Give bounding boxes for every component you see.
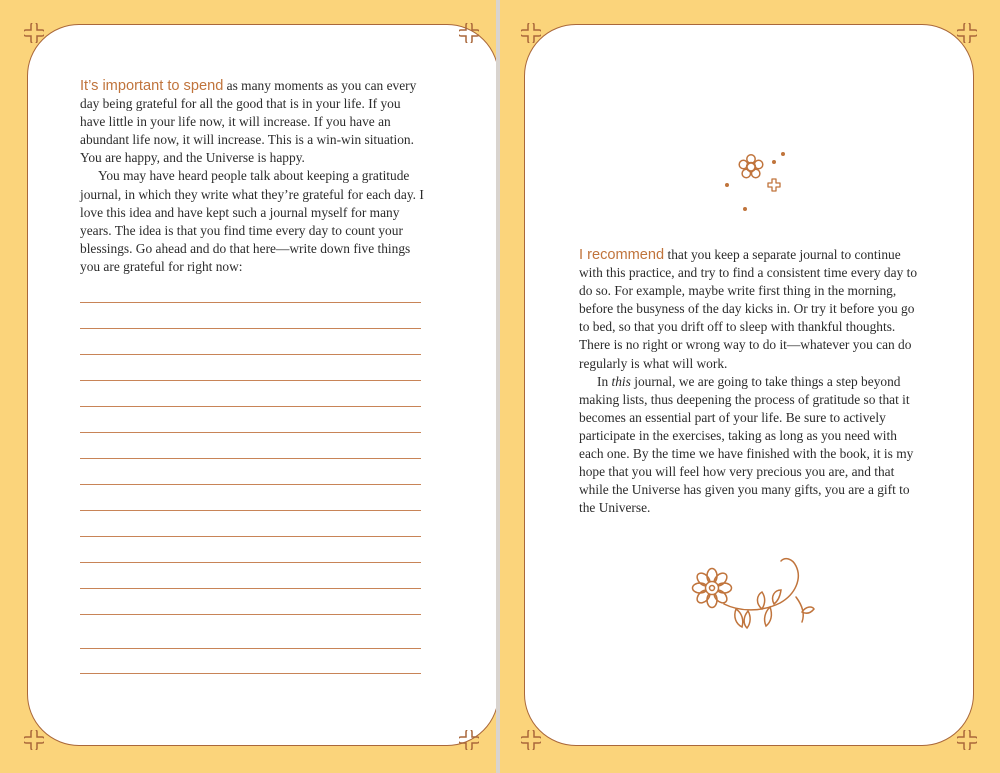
writing-line[interactable] (80, 484, 421, 485)
corner-cross-icon (24, 730, 44, 750)
left-body-text (80, 77, 425, 276)
right-lead-phrase: I recommend (579, 247, 665, 263)
writing-line[interactable] (80, 588, 421, 589)
writing-line[interactable] (80, 406, 421, 407)
corner-cross-icon (957, 23, 977, 43)
right-paragraph-1-text: that you keep a separate journal to continue with this practice, and try to find a consistent time every day to do so. For example, maybe write first thing in the morning, before the busyness of the day kicks in. Or try it before you go to bed, so that you drift off to sleep with thankful thoughts. There is no right or wrong way to do it—whatever you can do regularly is what will work. (579, 247, 918, 371)
flower-dots-icon (720, 148, 792, 216)
left-paragraph-1-text: as many moments as you can every day being grateful for all the good that is in your life. If you have little in your life now, it will increase. If you have an abundant life now, it will increase. This is a win-win situation. You are happy, and the Universe is happy. (80, 78, 417, 166)
left-paragraph-2: You may have heard people talk about keeping a gratitude journal, in which they write what they’re grateful for each day. I love this idea and have kept such a journal myself for many years. The idea is that you find time every day to count your blessings. Go ahead and do that here—write down five things you are grateful for right now: (80, 168, 424, 274)
flower-vine-icon (685, 550, 815, 635)
corner-cross-icon (459, 23, 479, 43)
writing-line[interactable] (80, 536, 421, 537)
right-paragraph-2-emphasis: this (611, 373, 631, 389)
left-lead-phrase: It’s important to spend (80, 78, 224, 94)
corner-cross-icon (459, 730, 479, 750)
writing-line[interactable] (80, 562, 421, 563)
left-paragraph-1 (80, 77, 425, 167)
writing-line[interactable] (80, 328, 421, 329)
writing-line[interactable] (80, 458, 421, 459)
writing-line[interactable] (80, 614, 421, 615)
corner-cross-icon (24, 23, 44, 43)
corner-cross-icon (521, 23, 541, 43)
right-paragraph-2-text: journal, we are going to take things a step beyond making lists, thus deepening the process of gratitude so that it becomes an essential part of your life. Be sure to actively participate in the exercises, taking as long as you need with each one. By the time we have finished with the book, it is my hope that you will feel how very precious you are, and that while the Universe has given you many gifts, you are a gift to the Universe. (579, 373, 914, 516)
writing-line[interactable] (80, 432, 421, 433)
writing-line[interactable] (80, 648, 421, 649)
right-body-text (579, 246, 924, 517)
writing-line[interactable] (80, 354, 421, 355)
corner-cross-icon (957, 730, 977, 750)
writing-line[interactable] (80, 380, 421, 381)
writing-line[interactable] (80, 302, 421, 303)
writing-line[interactable] (80, 673, 421, 674)
right-paragraph-2 (579, 373, 924, 518)
corner-cross-icon (521, 730, 541, 750)
right-page (500, 0, 1000, 773)
writing-line[interactable] (80, 510, 421, 511)
right-paragraph-2-start: In (597, 373, 612, 389)
right-paragraph-1 (579, 246, 924, 373)
